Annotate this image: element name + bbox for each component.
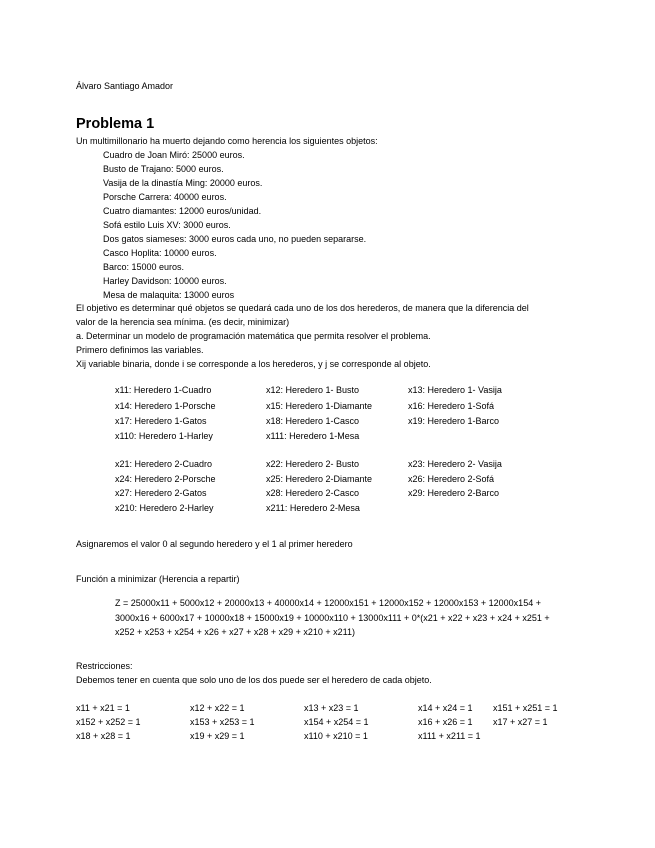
intro-text: Un multimillonario ha muerto dejando como herencia los siguientes objetos:	[76, 136, 378, 146]
var-cell: x11: Heredero 1-Cuadro	[115, 385, 212, 395]
var-cell: x12: Heredero 1- Busto	[266, 385, 360, 395]
var-cell: x26: Heredero 2-Sofá	[408, 474, 495, 484]
vars1-row	[0, 430, 655, 442]
var-cell: x29: Heredero 2-Barco	[408, 488, 500, 498]
var-cell: x19: Heredero 1-Barco	[408, 416, 500, 426]
constraint-cell: x151 + x251 = 1	[493, 703, 558, 713]
function-label: Función a minimizar (Herencia a repartir)	[76, 574, 240, 584]
formula-line: x252 + x253 + x254 + x26 + x27 + x28 + x29 + x210 + x211)	[115, 627, 356, 637]
var-cell: x14: Heredero 1-Porsche	[115, 401, 216, 411]
objective-line-1: El objetivo es determinar qué objetos se quedará cada uno de los dos herederos, de manera que la diferencia del	[76, 303, 529, 313]
var-cell: x210: Heredero 2-Harley	[115, 503, 214, 513]
item-line: Barco: 15000 euros.	[103, 262, 185, 272]
constraint-cell: x13 + x23 = 1	[304, 703, 359, 713]
constraint-cell: x11 + x21 = 1	[76, 703, 130, 713]
constraint-cell: x152 + x252 = 1	[76, 717, 141, 727]
constraint-row	[0, 702, 655, 714]
var-cell: x28: Heredero 2-Casco	[266, 488, 360, 498]
assign-text: Asignaremos el valor 0 al segundo heredero y el 1 al primer heredero	[76, 539, 353, 549]
restrictions-label: Restricciones:	[76, 661, 133, 671]
item-line: Cuadro de Joan Miró: 25000 euros.	[103, 150, 245, 160]
constraint-cell: x110 + x210 = 1	[304, 731, 368, 741]
define-vars-text: Primero definimos las variables.	[76, 345, 204, 355]
formula-line: Z = 25000x11 + 5000x12 + 20000x13 + 40000x14 + 12000x151 + 12000x152 + 12000x153 + 12000x154 +	[115, 598, 541, 608]
vars1-row	[0, 400, 655, 412]
problem-title: Problema 1	[76, 116, 155, 132]
part-a-text: a. Determinar un modelo de programación matemática que permita resolver el problema.	[76, 331, 431, 341]
var-cell: x17: Heredero 1-Gatos	[115, 416, 207, 426]
constraint-cell: x154 + x254 = 1	[304, 717, 369, 727]
constraint-row	[0, 730, 655, 742]
item-line: Dos gatos siameses: 3000 euros cada uno, no pueden separarse.	[103, 234, 367, 244]
item-line: Sofá estilo Luis XV: 3000 euros.	[103, 220, 231, 230]
var-cell: x15: Heredero 1-Diamante	[266, 401, 373, 411]
constraint-cell: x14 + x24 = 1	[418, 703, 473, 713]
var-cell: x16: Heredero 1-Sofá	[408, 401, 495, 411]
vars1-row	[0, 415, 655, 427]
xij-description: Xij variable binaria, donde i se corresponde a los herederos, y j se corresponde al objeto.	[76, 359, 431, 369]
restrictions-description: Debemos tener en cuenta que solo uno de los dos puede ser el heredero de cada objeto.	[76, 675, 432, 685]
constraint-cell: x12 + x22 = 1	[190, 703, 245, 713]
item-line: Mesa de malaquita: 13000 euros	[103, 290, 235, 300]
item-line: Cuatro diamantes: 12000 euros/unidad.	[103, 206, 262, 216]
var-cell: x18: Heredero 1-Casco	[266, 416, 360, 426]
item-line: Porsche Carrera: 40000 euros.	[103, 192, 227, 202]
vars2-row	[0, 502, 655, 514]
item-line: Harley Davidson: 10000 euros.	[103, 276, 227, 286]
constraint-cell: x111 + x211 = 1	[418, 731, 481, 741]
constraint-cell: x17 + x27 = 1	[493, 717, 548, 727]
formula-line: 3000x16 + 6000x17 + 10000x18 + 15000x19 + 10000x110 + 13000x111 + 0*(x21 + x22 + x23 + x24 + x251 +	[115, 613, 550, 623]
vars2-row	[0, 487, 655, 499]
var-cell: x111: Heredero 1-Mesa	[266, 431, 360, 441]
var-cell: x24: Heredero 2-Porsche	[115, 474, 216, 484]
author-name: Álvaro Santiago Amador	[76, 81, 174, 91]
var-cell: x21: Heredero 2-Cuadro	[115, 459, 213, 469]
item-line: Casco Hoplita: 10000 euros.	[103, 248, 217, 258]
item-line: Vasija de la dinastía Ming: 20000 euros.	[103, 178, 263, 188]
constraint-cell: x153 + x253 = 1	[190, 717, 255, 727]
vars2-row	[0, 458, 655, 470]
var-cell: x22: Heredero 2- Busto	[266, 459, 360, 469]
var-cell: x110: Heredero 1-Harley	[115, 431, 213, 441]
var-cell: x13: Heredero 1- Vasija	[408, 385, 502, 395]
constraint-cell: x16 + x26 = 1	[418, 717, 473, 727]
var-cell: x23: Heredero 2- Vasija	[408, 459, 502, 469]
vars2-row	[0, 473, 655, 485]
constraint-row	[0, 716, 655, 728]
var-cell: x211: Heredero 2-Mesa	[266, 503, 360, 513]
var-cell: x25: Heredero 2-Diamante	[266, 474, 373, 484]
vars1-row	[0, 384, 655, 396]
constraint-cell: x18 + x28 = 1	[76, 731, 131, 741]
var-cell: x27: Heredero 2-Gatos	[115, 488, 207, 498]
constraint-cell: x19 + x29 = 1	[190, 731, 245, 741]
item-line: Busto de Trajano: 5000 euros.	[103, 164, 224, 174]
objective-line-2: valor de la herencia sea mínima. (es decir, minimizar)	[76, 317, 290, 327]
